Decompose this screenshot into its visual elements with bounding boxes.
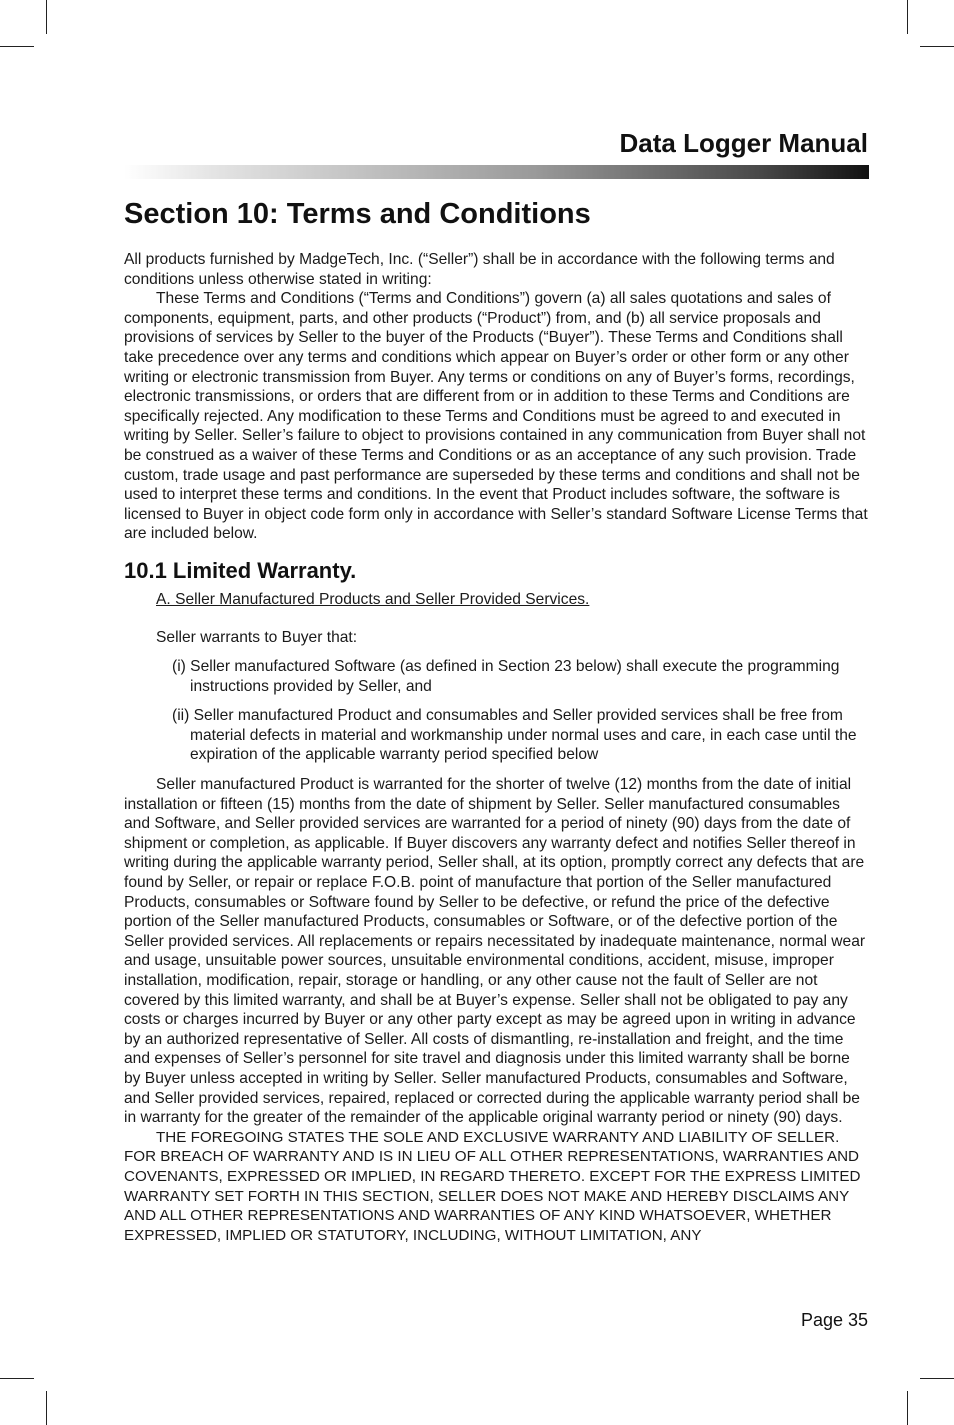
crop-mark <box>46 1391 47 1425</box>
warranty-item: (i) Seller manufactured Software (as defined in Section 23 below) shall execute the programming instructions provided by Seller, and <box>172 658 840 695</box>
crop-mark <box>920 1378 954 1379</box>
warranty-heading: 10.1 Limited Warranty. <box>124 557 357 583</box>
crop-mark <box>0 46 34 47</box>
warranty-period-paragraph: Seller manufactured Product is warranted for the shorter of twelve (12) months from the date of initial installation or fifteen (15) months from the date of shipment by Seller. Seller manufactured consumables and Software, and Seller provided services are warranted for a period of ninety (90) days from the date of shipment or completion, as applicable. If Buyer discovers any warranty defect and notifies Seller thereof in writing during the applicable warranty period, Seller shall, at its option, promptly correct any defects that are found by Seller, or repair or replace F.O.B. point of manufacture that portion of the Seller manufactured Products, consumables or Software found by Seller to be defective, or refund the price of the defective portion of the Seller manufactured Products, consumables or Software, or of the defective portion of the Seller provided services. All replacements or repairs necessitated by inadequate maintenance, normal wear and usage, unsuitable power sources, unsuitable environmental conditions, accident, misuse, improper installation, modification, repair, storage or handling, or any other cause not the fault of Seller are not covered by this limited warranty, and shall be at Buyer’s expense. Seller shall not be obligated to pay any costs or charges incurred by Buyer or any other party except as may be agreed upon in writing in advance by an authorized representative of Seller. All costs of dismantling, re-installation and freight, and the time and expenses of Seller’s personnel for site travel and diagnosis under this limited warranty shall be borne by Buyer unless accepted in writing by Seller. Seller manufactured Products, consumables and Software, and Seller provided services, repaired, replaced or corrected during the applicable warranty period shall be in warranty for the greater of the remainder of the applicable original warranty period or ninety (90) days. <box>124 776 866 1127</box>
crop-mark <box>907 1391 908 1425</box>
page-content <box>124 196 870 1245</box>
crop-mark <box>46 0 47 34</box>
intro-paragraph: All products furnished by MadgeTech, Inc. (“Seller”) shall be in accordance with the following terms and conditions unless otherwise stated in writing: <box>124 251 835 288</box>
crop-mark <box>0 1378 34 1379</box>
disclaimer-paragraph: THE FOREGOING STATES THE SOLE AND EXCLUSIVE WARRANTY AND LIABILITY OF SELLER. FOR BREACH OF WARRANTY AND IS IN LIEU OF ALL OTHER REPRESENTATIONS, WARRANTIES AND COVENANTS, EXPRESSED OR IMPLIED, IN REGARD THERETO. EXCEPT FOR THE EXPRESS LIMITED WARRANTY SET FORTH IN THIS SECTION, SELLER DOES NOT MAKE AND HEREBY DISCLAIMS ANY AND ALL OTHER REPRESENTATIONS AND WARRANTIES OF ANY KIND WHATSOEVER, WHETHER EXPRESSED, IMPLIED OR STATUTORY, INCLUDING, WITHOUT LIMITATION, ANY <box>124 1128 861 1244</box>
warranty-subheading: A. Seller Manufactured Products and Seller Provided Services. <box>156 590 590 608</box>
warranty-item: (ii) Seller manufactured Product and consumables and Seller provided services shall be free from material defects in material and workmanship under normal uses and care, in each case until the expiration of the applicable warranty period specified below <box>172 707 857 764</box>
header-gradient-bar <box>124 165 869 179</box>
crop-mark <box>907 0 908 34</box>
terms-paragraph: These Terms and Conditions (“Terms and Conditions”) govern (a) all sales quotations and sales of components, equipment, parts, and other products (“Product”) from, and (b) all service proposals and provisions of services by Seller to the buyer of the Products (“Buyer”). These Terms and Conditions shall take precedence over any terms and conditions which appear on Buyer’s order or other form or any other writing or electronic transmission from Buyer. Any terms or conditions on any of Buyer’s forms, recordings, electronic transmissions, or orders that are different from or in addition to these Terms and Conditions are specifically rejected. Any modification to these Terms and Conditions must be agreed to and executed in writing by Seller. Seller’s failure to object to provisions contained in any communication from Buyer shall not be construed as a waiver of these Terms and Conditions or as an acceptance of any such provision. Trade custom, trade usage and past performance are superseded by these terms and conditions and shall not be used to interpret these terms and conditions. In the event that Product includes software, the software is licensed to Buyer in object code form only in accordance with Seller’s standard Software License Terms that are included below. <box>124 290 868 543</box>
running-header-title: Data Logger Manual <box>619 128 868 158</box>
warranty-lead: Seller warrants to Buyer that: <box>156 628 358 646</box>
section-title: Section 10: Terms and Conditions <box>124 198 591 230</box>
crop-mark <box>920 46 954 47</box>
page-number: Page 35 <box>800 1310 868 1330</box>
